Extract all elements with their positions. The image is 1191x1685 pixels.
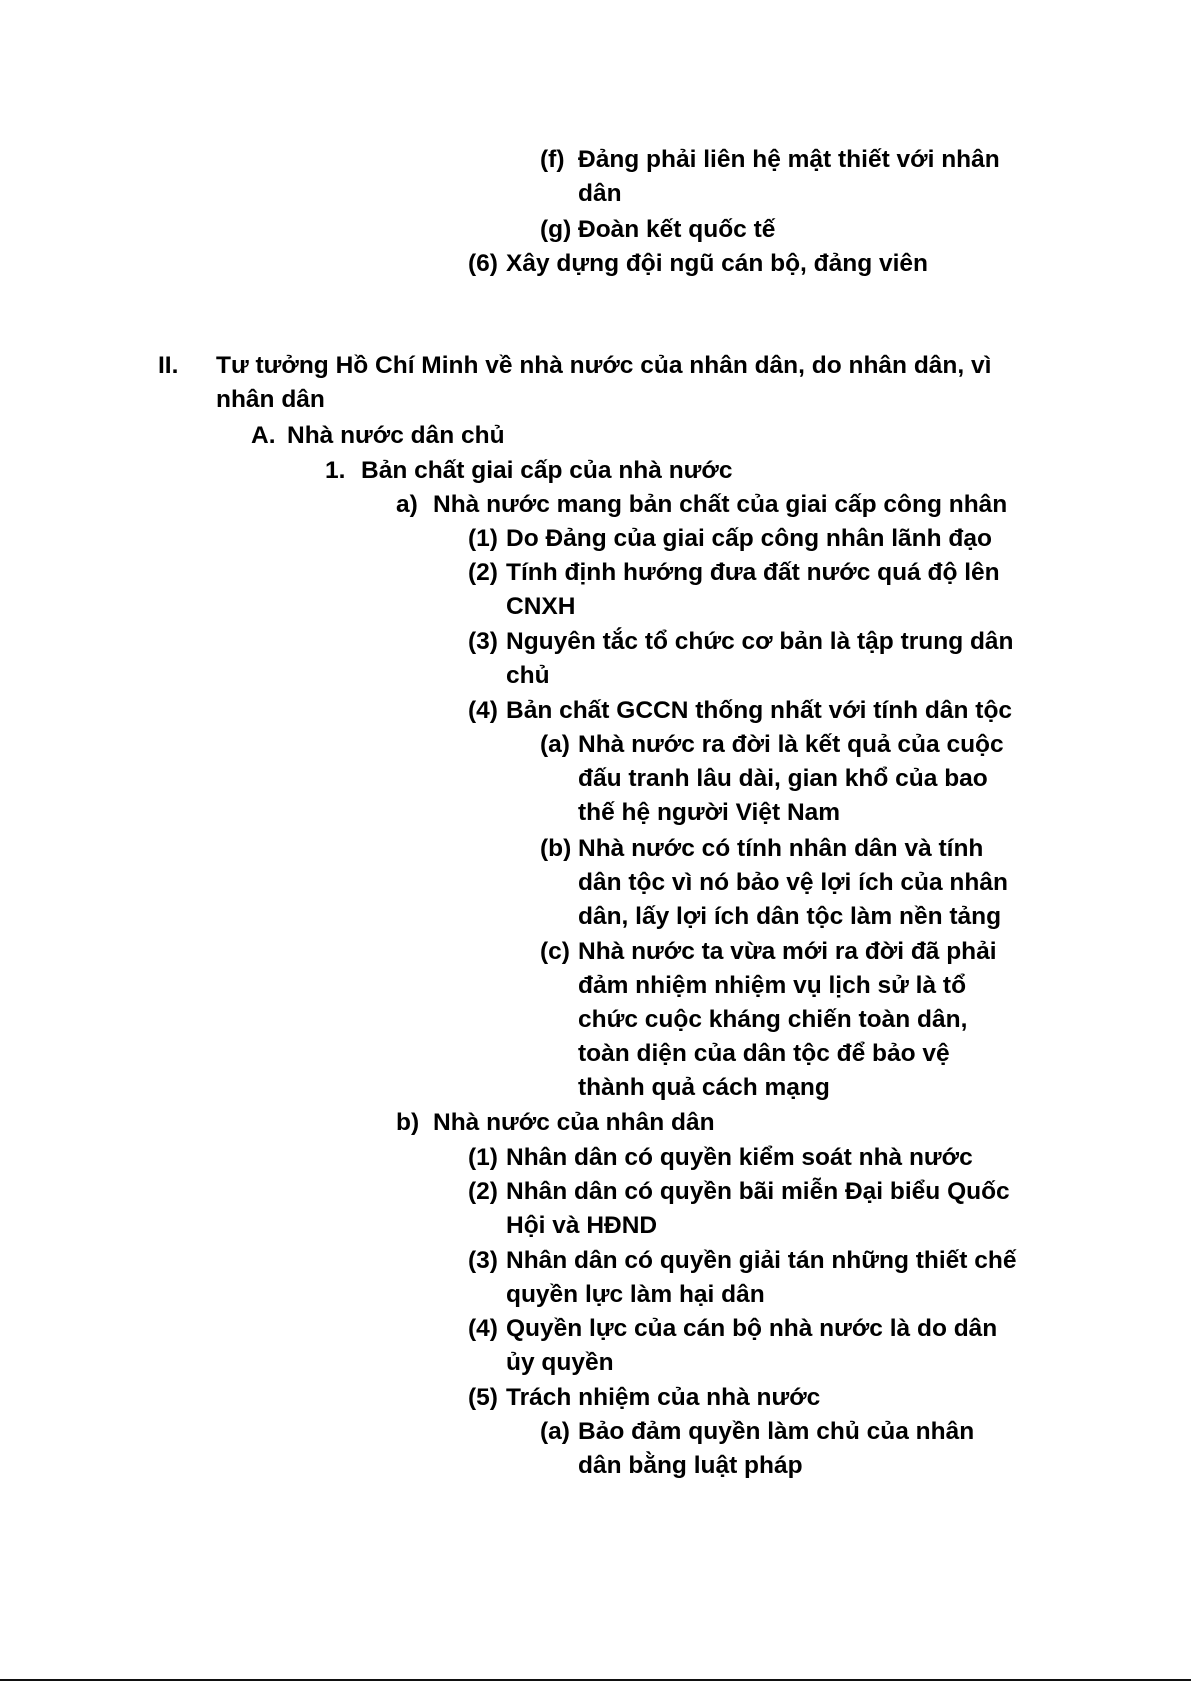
outline-item-b (396, 1106, 715, 1140)
item-text: Nhà nước dân chủ (287, 422, 505, 449)
item-marker: A. (251, 422, 276, 449)
outline-item-1 (325, 454, 732, 488)
outline-item-2 (468, 556, 1000, 624)
item-marker: (6) (468, 250, 498, 277)
item-marker: (1) (468, 1144, 498, 1171)
outline-item-6 (468, 247, 928, 281)
item-marker: (c) (540, 938, 570, 965)
outline-item-3 (468, 625, 1014, 693)
outline-item-a (396, 488, 1007, 522)
outline-item-1 (468, 1141, 973, 1175)
item-marker: II. (158, 352, 179, 379)
item-marker: a) (396, 491, 418, 518)
item-marker: (a) (540, 731, 570, 758)
item-text: Nhân dân có quyền bãi miễn Đại biểu Quốc Hội và HĐND (506, 1178, 1010, 1239)
item-marker: (5) (468, 1384, 498, 1411)
outline-item-4 (468, 694, 1012, 728)
outline-item-2 (468, 1175, 1010, 1243)
outline-item-a (540, 728, 1004, 830)
item-text: Tư tưởng Hồ Chí Minh về nhà nước của nhân dân, do nhân dân, vì nhân dân (216, 352, 992, 413)
item-text: Bản chất GCCN thống nhất với tính dân tộc (506, 697, 1013, 724)
outline-item-4 (468, 1312, 997, 1380)
item-text: Nguyên tắc tổ chức cơ bản là tập trung dân chủ (506, 628, 1014, 689)
outline-item-f (540, 143, 1000, 211)
outline-item-3 (468, 1244, 1017, 1312)
item-text: Đảng phải liên hệ mật thiết với nhân dân (578, 146, 1000, 207)
item-marker: (a) (540, 1418, 570, 1445)
item-marker: b) (396, 1109, 420, 1136)
item-text: Nhân dân có quyền kiểm soát nhà nước (506, 1144, 973, 1171)
page-bottom-rule (0, 1679, 1191, 1681)
item-text: Xây dựng đội ngũ cán bộ, đảng viên (506, 250, 929, 277)
item-marker: (2) (468, 559, 498, 586)
outline-item-A (251, 419, 505, 453)
item-marker: (3) (468, 628, 498, 655)
item-text: Nhân dân có quyền giải tán những thiết chế quyền lực làm hại dân (506, 1247, 1017, 1308)
item-text: Tính định hướng đưa đất nước quá độ lên CNXH (506, 559, 1000, 620)
outline-item-a (540, 1415, 974, 1483)
outline-item-b (540, 832, 1008, 934)
item-text: Nhà nước mang bản chất của giai cấp công nhân (433, 491, 1008, 518)
item-marker: (g) (540, 216, 572, 243)
item-text: Đoàn kết quốc tế (578, 216, 776, 243)
item-marker: (4) (468, 1315, 498, 1342)
item-marker: (3) (468, 1247, 498, 1274)
item-text: Trách nhiệm của nhà nước (506, 1384, 821, 1411)
item-text: Do Đảng của giai cấp công nhân lãnh đạo (506, 525, 992, 552)
outline-item-1 (468, 522, 992, 556)
outline-item-c (540, 935, 997, 1105)
section-heading-II (158, 349, 991, 417)
item-marker: 1. (325, 457, 346, 484)
item-marker: (2) (468, 1178, 498, 1205)
item-text: Bảo đảm quyền làm chủ của nhân dân bằng luật pháp (578, 1418, 975, 1479)
item-text: Nhà nước có tính nhân dân và tính dân tộc vì nó bảo vệ lợi ích của nhân dân, lấy lợi ích dân tộc làm nền tảng (578, 835, 1008, 930)
outline-item-5 (468, 1381, 820, 1415)
item-text: Nhà nước của nhân dân (433, 1109, 715, 1136)
item-text: Bản chất giai cấp của nhà nước (361, 457, 733, 484)
item-marker: (f) (540, 146, 565, 173)
item-marker: (1) (468, 525, 498, 552)
item-text: Quyền lực của cán bộ nhà nước là do dân ủy quyền (506, 1315, 998, 1376)
item-marker: (b) (540, 835, 572, 862)
outline-item-g (540, 213, 775, 247)
item-text: Nhà nước ra đời là kết quả của cuộc đấu tranh lâu dài, gian khổ của bao thế hệ người Việt Nam (578, 731, 1004, 826)
item-text: Nhà nước ta vừa mới ra đời đã phải đảm nhiệm nhiệm vụ lịch sử là tổ chức cuộc kháng chiến toàn dân, toàn diện của dân tộc để bảo vệ thành quả cách mạng (578, 938, 997, 1101)
item-marker: (4) (468, 697, 498, 724)
